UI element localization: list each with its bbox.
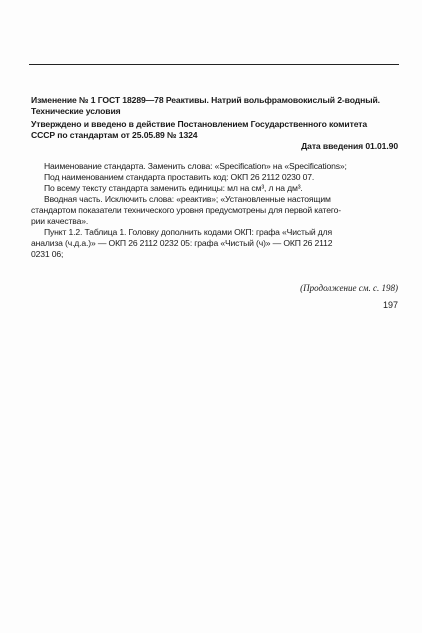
body-line-8: анализа (ч.д.а.)» — ОКП 26 2112 0232 05: графа «Чистый (ч)» — ОКП 26 2112	[31, 238, 333, 248]
body-line-6: рии качества».	[31, 216, 89, 226]
approval-line-2: СССР по стандартам от 25.05.89 № 1324	[31, 130, 198, 140]
amendment-title	[31, 95, 398, 117]
approval-line-1: Утверждено и введено в действие Постановлением Государственного комитета	[31, 119, 368, 129]
effective-date	[31, 141, 398, 152]
body-line-2: Под наименованием стандарта проставить код: ОКП 26 2112 0230 07.	[44, 172, 315, 182]
page-number-text: 197	[382, 300, 398, 310]
continuation-text: (Продолжение см. с. 198)	[300, 283, 398, 293]
body-line-5: стандартом показатели технического уровня предусмотрены для первой катего-	[31, 205, 341, 215]
body-line-9: 0231 06;	[31, 249, 64, 259]
page-number	[31, 300, 398, 310]
amendment-body	[31, 161, 398, 260]
body-line-4: Вводная часть. Исключить слова: «реактив»; «Установленные настоящим	[44, 194, 331, 204]
body-line-3: По всему тексту стандарта заменить единицы: мл на см³, л на дм³.	[44, 183, 303, 193]
continuation-note	[31, 283, 398, 293]
effective-date-text: Дата введения 01.01.90	[301, 141, 398, 151]
title-line-2: Технические условия	[31, 106, 121, 116]
top-rule	[29, 64, 399, 65]
title-line-1: Изменение № 1 ГОСТ 18289—78 Реактивы. Натрий вольфрамовокислый 2-водный.	[31, 95, 380, 105]
body-line-7: Пункт 1.2. Таблица 1. Головку дополнить кодами ОКП: графа «Чистый для	[44, 227, 332, 237]
body-line-1: Наименование стандарта. Заменить слова: «Specification» на «Specifications»;	[44, 161, 347, 171]
approval-note	[31, 119, 398, 141]
